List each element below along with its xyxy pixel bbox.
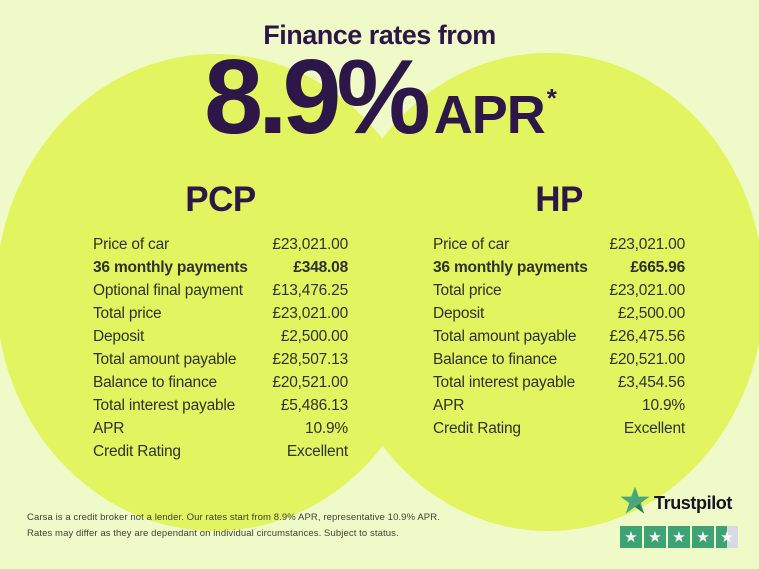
row-value: Excellent: [286, 442, 348, 460]
hp-plan-table: [433, 182, 685, 440]
row-value: £3,454.56: [617, 373, 685, 391]
row-label: Total price: [93, 304, 162, 322]
row-value: £5,486.13: [280, 396, 348, 414]
row-value: £665.96: [630, 258, 685, 276]
finance-row: [93, 256, 348, 279]
row-value: £23,021.00: [609, 281, 685, 299]
finance-row: [93, 394, 348, 417]
disclaimer-line-2: Rates may differ as they are dependant on individual circumstances. Subject to status.: [27, 528, 399, 539]
rating-star-icon: ★: [716, 526, 738, 548]
row-label: Total price: [433, 281, 502, 299]
row-value: £23,021.00: [609, 235, 685, 253]
rating-star-icon: ★: [644, 526, 666, 548]
row-value: £20,521.00: [272, 373, 348, 391]
finance-row: [93, 233, 348, 256]
row-label: Total interest payable: [93, 396, 236, 414]
finance-row: [433, 233, 685, 256]
finance-row: [433, 256, 685, 279]
row-value: £2,500.00: [280, 327, 348, 345]
finance-row: [433, 302, 685, 325]
row-label: APR: [433, 396, 465, 414]
row-value: £23,021.00: [272, 235, 348, 253]
pcp-rows: [93, 233, 348, 463]
row-value: £26,475.56: [609, 327, 685, 345]
row-value: £13,476.25: [272, 281, 348, 299]
pcp-heading: PCP: [185, 180, 256, 219]
row-value: 10.9%: [642, 396, 685, 414]
row-label: Credit Rating: [93, 442, 181, 460]
rating-star-icon: ★: [620, 526, 642, 548]
finance-row: [433, 394, 685, 417]
row-label: Price of car: [433, 235, 509, 253]
hp-heading: HP: [535, 180, 583, 219]
row-label: 36 monthly payments: [433, 258, 588, 276]
disclaimer-line-1: Carsa is a credit broker not a lender. Our rates start from 8.9% APR, representative 10.9% APR.: [27, 512, 440, 523]
finance-row: [433, 279, 685, 302]
finance-row: [93, 440, 348, 463]
row-value: £348.08: [293, 258, 348, 276]
finance-row: [93, 325, 348, 348]
row-label: Deposit: [433, 304, 485, 322]
headline-rate: [0, 38, 759, 156]
row-value: Excellent: [623, 419, 685, 437]
row-value: £23,021.00: [272, 304, 348, 322]
finance-row: [93, 348, 348, 371]
finance-row: [433, 348, 685, 371]
row-label: Total amount payable: [93, 350, 237, 368]
finance-row: [93, 371, 348, 394]
trustpilot-badge[interactable]: [620, 486, 744, 548]
trustpilot-logo: [620, 486, 744, 520]
finance-row: [433, 371, 685, 394]
row-label: APR: [93, 419, 125, 437]
row-value: £28,507.13: [272, 350, 348, 368]
finance-row: [93, 279, 348, 302]
finance-row: [93, 417, 348, 440]
row-label: Optional final payment: [93, 281, 243, 299]
finance-row: [433, 325, 685, 348]
row-label: Deposit: [93, 327, 145, 345]
row-value: £2,500.00: [617, 304, 685, 322]
trustpilot-wordmark: Trustpilot: [654, 492, 732, 513]
rating-star-icon: ★: [692, 526, 714, 548]
trustpilot-star-rating: [620, 526, 744, 548]
row-value: 10.9%: [305, 419, 348, 437]
row-label: 36 monthly payments: [93, 258, 248, 276]
apr-rate-value: 8.9%: [204, 38, 426, 156]
legal-disclaimer: [27, 510, 440, 542]
finance-row: [93, 302, 348, 325]
footnote-asterisk: *: [546, 83, 557, 113]
row-label: Balance to finance: [93, 373, 217, 391]
row-label: Credit Rating: [433, 419, 521, 437]
row-label: Price of car: [93, 235, 169, 253]
row-label: Balance to finance: [433, 350, 557, 368]
row-value: £20,521.00: [609, 350, 685, 368]
trustpilot-star-icon: [620, 486, 650, 520]
row-label: Total amount payable: [433, 327, 577, 345]
finance-row: [433, 417, 685, 440]
rating-star-icon: ★: [668, 526, 690, 548]
pcp-plan-table: [93, 182, 348, 463]
hp-rows: [433, 233, 685, 440]
apr-suffix: APR: [433, 85, 545, 145]
page-title: Finance rates from: [263, 20, 496, 50]
row-label: Total interest payable: [433, 373, 576, 391]
